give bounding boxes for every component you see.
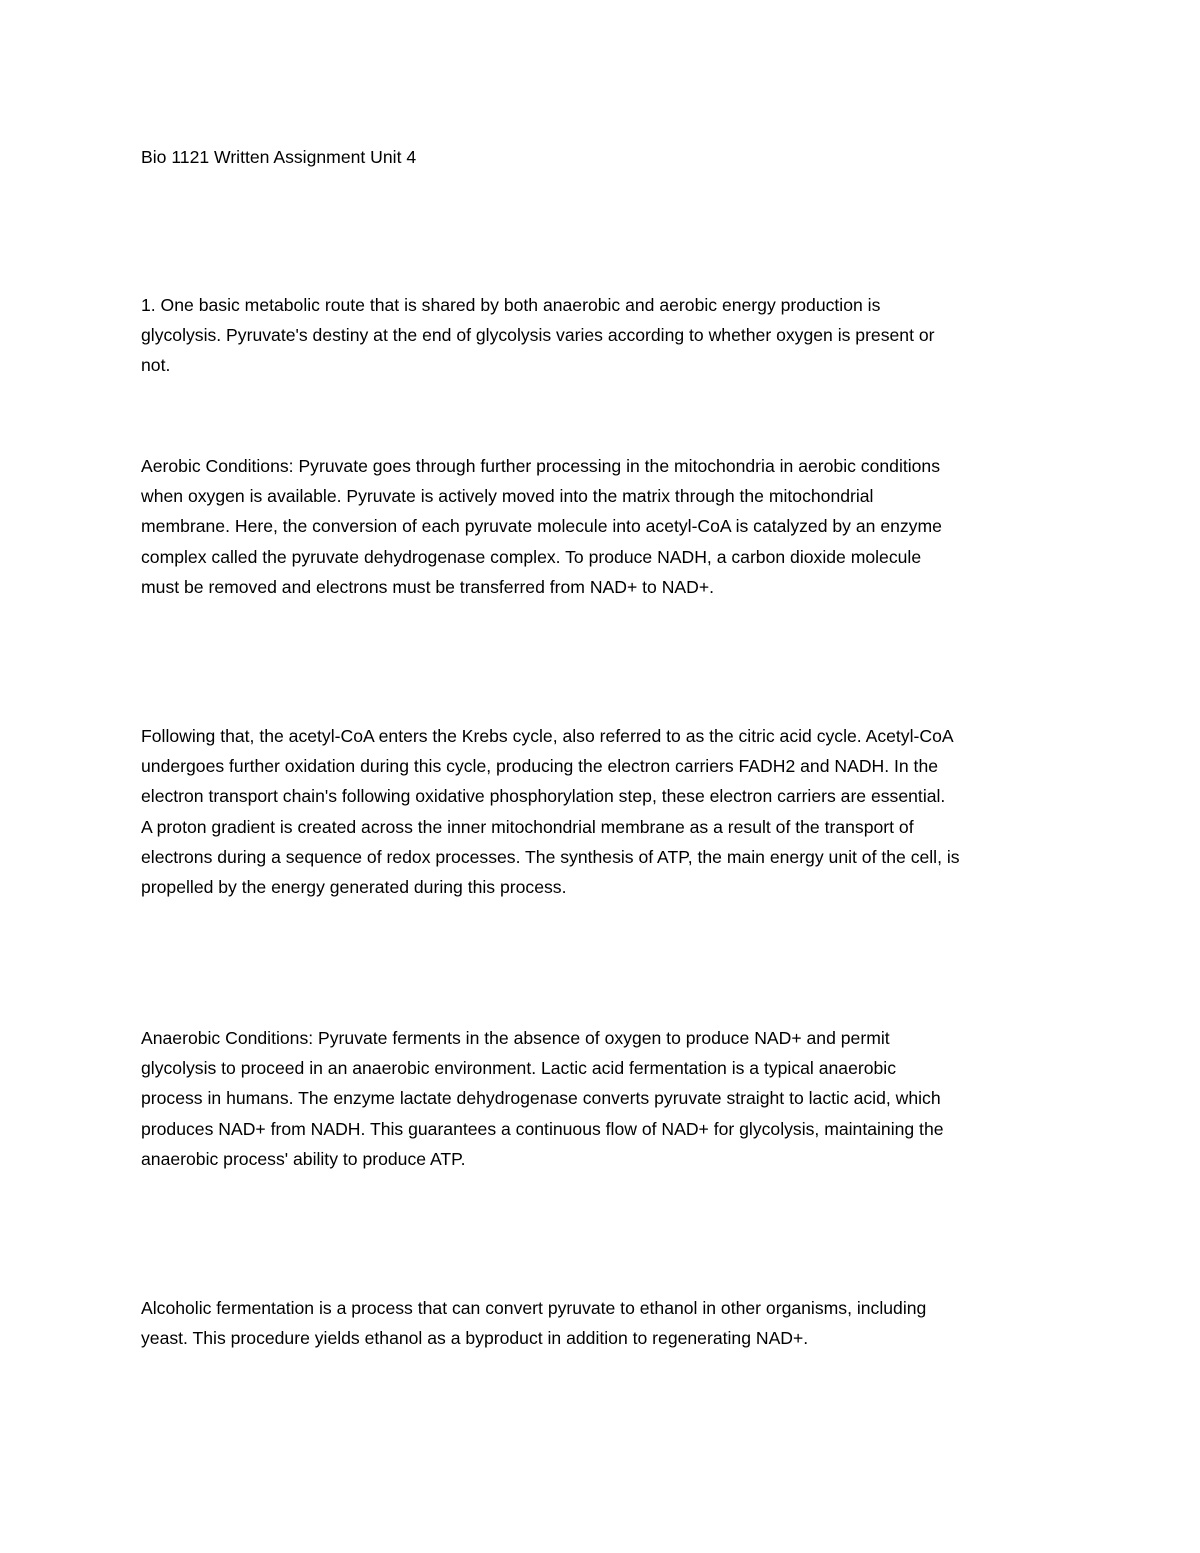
paragraph-line: A proton gradient is created across the inner mitochondrial membrane as a result of the transport of (141, 816, 914, 837)
paragraph-aerobic-conditions (141, 451, 1061, 602)
paragraph-line: complex called the pyruvate dehydrogenase complex. To produce NADH, a carbon dioxide molecule (141, 546, 922, 567)
document-title (141, 142, 1061, 172)
paragraph-line: anaerobic process' ability to produce ATP. (141, 1148, 466, 1169)
paragraph-line: undergoes further oxidation during this cycle, producing the electron carriers FADH2 and NADH. In the (141, 756, 939, 777)
paragraph-line: Anaerobic Conditions: Pyruvate ferments in the absence of oxygen to produce NAD+ and permit (141, 1028, 890, 1048)
paragraph-krebs-cycle (141, 721, 1061, 902)
paragraph-line: yeast. This procedure yields ethanol as a byproduct in addition to regenerating NAD+. (141, 1328, 809, 1349)
paragraph-line: not. (141, 355, 171, 376)
paragraph-line: propelled by the energy generated during this process. (141, 877, 567, 898)
paragraph-line: membrane. Here, the conversion of each pyruvate molecule into acetyl-CoA is catalyzed by an enzyme (141, 516, 942, 537)
paragraph-line: glycolysis to proceed in an anaerobic environment. Lactic acid fermentation is a typical anaerobic (141, 1058, 896, 1079)
title-line: Bio 1121 Written Assignment Unit 4 (141, 147, 417, 167)
paragraph-line: when oxygen is available. Pyruvate is actively moved into the matrix through the mitochondrial (141, 486, 874, 507)
paragraph-alcoholic-fermentation (141, 1293, 1061, 1353)
paragraph-line: Alcoholic fermentation is a process that can convert pyruvate to ethanol in other organisms, including (141, 1298, 927, 1318)
paragraph-line: 1. One basic metabolic route that is shared by both anaerobic and aerobic energy production is (141, 295, 881, 315)
paragraph-line: electron transport chain's following oxidative phosphorylation step, these electron carriers are essential. (141, 786, 946, 807)
paragraph-line: glycolysis. Pyruvate's destiny at the end of glycolysis varies according to whether oxygen is present or (141, 325, 935, 346)
paragraph-glycolysis-intro (141, 290, 1061, 381)
paragraph-line: must be removed and electrons must be transferred from NAD+ to NAD+. (141, 576, 715, 597)
paragraph-line: produces NAD+ from NADH. This guarantees a continuous flow of NAD+ for glycolysis, maintaining the (141, 1118, 944, 1139)
paragraph-line: electrons during a sequence of redox processes. The synthesis of ATP, the main energy unit of the cell, is (141, 846, 960, 867)
paragraph-line: Aerobic Conditions: Pyruvate goes through further processing in the mitochondria in aerobic conditions (141, 456, 941, 476)
paragraph-anaerobic-conditions (141, 1023, 1061, 1174)
paragraph-line: process in humans. The enzyme lactate dehydrogenase converts pyruvate straight to lactic acid, which (141, 1088, 941, 1109)
paragraph-line: Following that, the acetyl-CoA enters the Krebs cycle, also referred to as the citric acid cycle. Acetyl-CoA (141, 726, 954, 746)
